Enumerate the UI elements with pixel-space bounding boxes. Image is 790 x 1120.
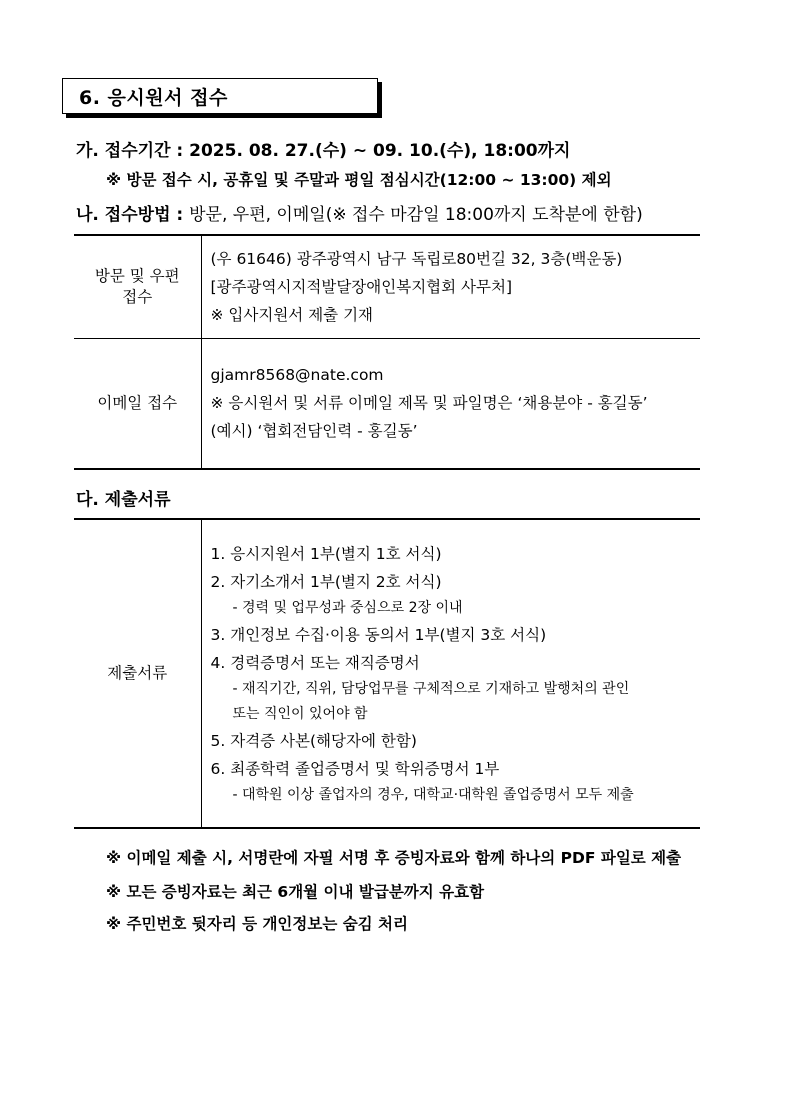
document-item: 2. 자기소개서 1부(별지 2호 서식) — [210, 572, 442, 591]
document-item: 6. 최종학력 졸업증명서 및 학위증명서 1부 — [210, 759, 500, 778]
table-row — [74, 235, 700, 338]
document-item: 4. 경력증명서 또는 재직증명서 — [210, 653, 420, 672]
note-privacy: ※ 주민번호 뒷자리 등 개인정보는 숨김 처리 — [106, 915, 408, 933]
address-line: (우 61646) 광주광역시 남구 독립로80번길 32, 3층(백운동) — [210, 249, 623, 268]
section-title: 6. 응시원서 접수 — [62, 78, 378, 114]
email-address: gjamr8568@nate.com — [210, 366, 384, 385]
table-row — [74, 519, 700, 828]
document-subitem: - 재직기간, 직위, 담당업무를 구체적으로 기재하고 발행처의 관인 — [232, 680, 630, 697]
period-note: ※ 방문 접수 시, 공휴일 및 주말과 평일 점심시간(12:00 ~ 13:00) 제외 — [106, 171, 612, 189]
document-item: 5. 자격증 사본(해당자에 한함) — [210, 731, 417, 750]
documents-table — [74, 518, 700, 829]
visit-mail-label: 방문 및 우편 접수 — [74, 235, 201, 338]
document-subitem: - 경력 및 업무성과 중심으로 2장 이내 — [232, 599, 463, 616]
visit-mail-content — [201, 235, 700, 338]
method-value: 방문, 우편, 이메일(※ 접수 마감일 18:00까지 도착분에 한함) — [189, 205, 643, 225]
method-table — [74, 234, 700, 470]
email-label: 이메일 접수 — [74, 338, 201, 469]
documents-heading: 다. 제출서류 — [76, 490, 171, 510]
documents-label: 제출서류 — [74, 519, 201, 828]
visit-note-line: ※ 입사지원서 제출 기재 — [210, 305, 374, 324]
document-subitem: 또는 직인이 있어야 함 — [232, 705, 368, 722]
email-content — [201, 338, 700, 469]
office-line: [광주광역시지적발달장애인복지협회 사무처] — [210, 277, 513, 296]
email-note-line: ※ 응시원서 및 서류 이메일 제목 및 파일명은 ‘채용분야 - 홍길동’ — [210, 394, 648, 413]
period-value: 2025. 08. 27.(수) ~ 09. 10.(수), 18:00까지 — [189, 141, 571, 161]
email-example-line: (예시) ‘협회전담인력 - 홍길동’ — [210, 422, 418, 441]
documents-content — [201, 519, 700, 828]
note-validity: ※ 모든 증빙자료는 최근 6개월 이내 발급분까지 유효함 — [106, 883, 485, 901]
table-row — [74, 338, 700, 469]
document-item: 1. 응시지원서 1부(별지 1호 서식) — [210, 544, 442, 563]
method-label: 나. 접수방법 : — [76, 205, 184, 225]
document-item: 3. 개인정보 수집·이용 동의서 1부(별지 3호 서식) — [210, 625, 547, 644]
period-line — [76, 136, 570, 161]
document-subitem: - 대학원 이상 졸업자의 경우, 대학교·대학원 졸업증명서 모두 제출 — [232, 786, 634, 803]
note-pdf: ※ 이메일 제출 시, 서명란에 자필 서명 후 증빙자료와 함께 하나의 PDF 파일로 제출 — [106, 849, 682, 867]
period-label: 가. 접수기간 : — [76, 141, 184, 161]
method-line — [76, 200, 643, 225]
